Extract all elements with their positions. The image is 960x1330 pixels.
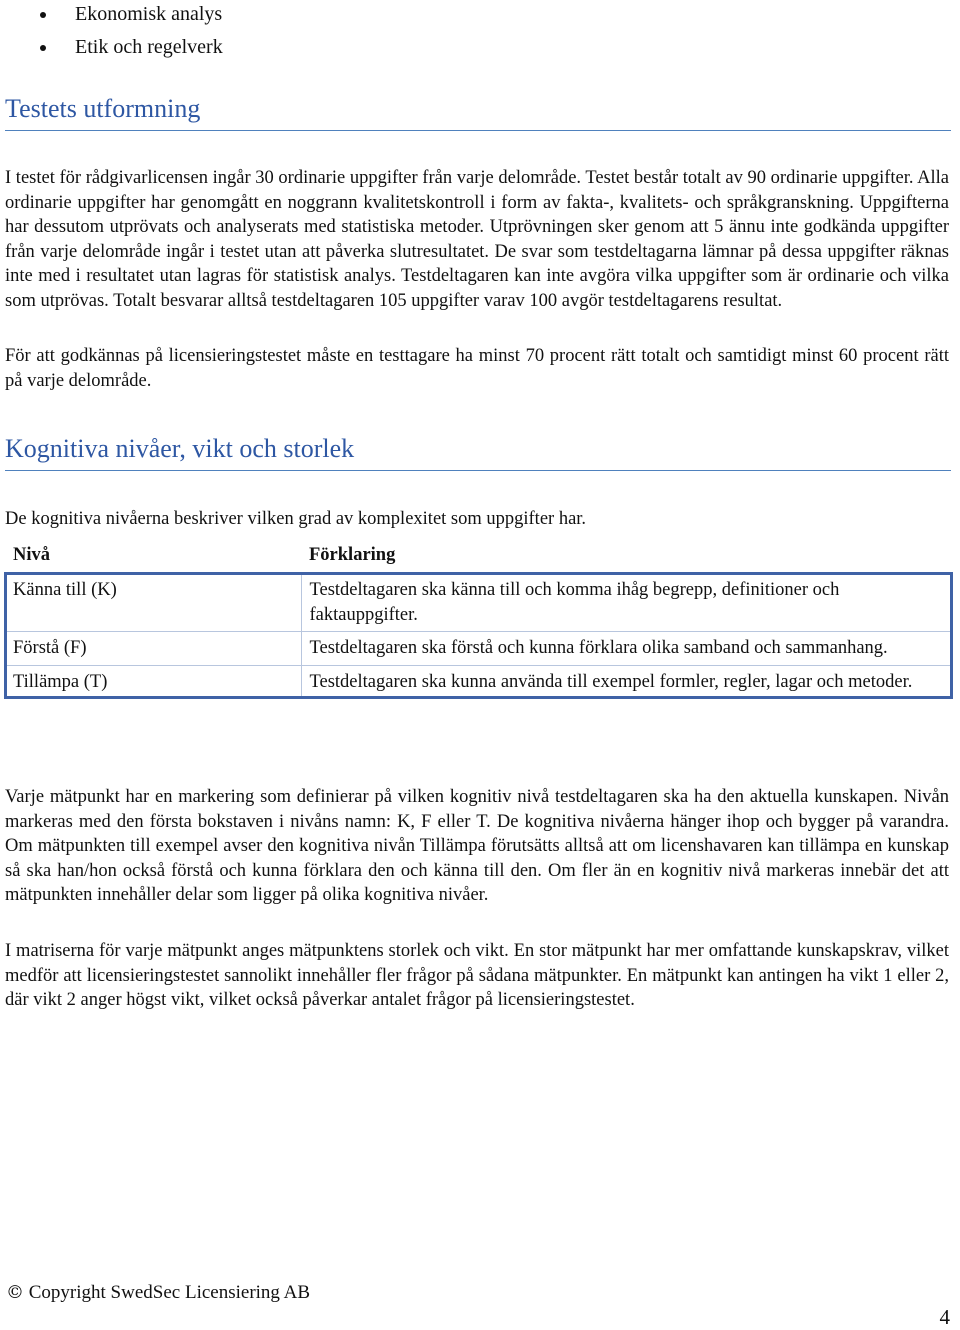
- table-row: [5, 573, 952, 632]
- paragraph-size-and-weight: I matriserna för varje mätpunkt anges mätpunktens storlek och vikt. En stor mätpunkt har mer omfattande kunskapskrav, vilket medför att licensieringstestet sannolikt innehåller fler frågor på sådana mätpunkter. En mätpunkt kan antingen ha vikt 1 eller 2, där vikt 2 anger högst vikt, vilket också påverkar antalet frågor på licensieringstestet.: [5, 941, 949, 1010]
- table-header-row: [5, 540, 952, 573]
- paragraph-test-description: I testet för rådgivarlicensen ingår 30 ordinarie uppgifter från varje delområde. Testet består totalt av 90 ordinarie uppgifter. Alla ordinarie uppgifter har genomgått en noggrann kvalitetskontroll i form av fakta-, kvalitets- och språkgranskning. Uppgifterna har dessutom utprövats och analyserats med statistiska metoder. Utprövningen sker genom att 5 ännu inte godkända uppgifter från varje delområde ingår i testet utan att påverka slutresultatet. De svar som testdeltagarna lämnar på dessa uppgifter räknas inte med i resultatet utan lagras för statistisk analys. Testdeltagaren kan inte avgöra vilka uppgifter som är ordinarie och vilka som utprövas. Totalt besvarar alltså testdeltagaren 105 uppgifter varav 100 avgör testdeltagarens resultat.: [5, 168, 949, 311]
- column-header-explanation: Förklaring: [301, 540, 952, 573]
- paragraph-pass-criteria: För att godkännas på licensieringstestet måste en testtagare ha minst 70 procent rätt totalt och samtidigt minst 60 procent rätt på varje delområde.: [5, 346, 949, 391]
- list-item: [37, 0, 223, 31]
- explanation-cell: Testdeltagaren ska känna till och komma ihåg begrepp, definitioner och faktauppgifter.: [309, 580, 840, 625]
- explanation-cell: Testdeltagaren ska kunna använda till exempel formler, regler, lagar och metoder.: [301, 665, 952, 698]
- bullet-icon: [40, 12, 46, 18]
- level-cell: Tillämpa (T): [5, 665, 301, 698]
- cognitive-levels-table: [5, 540, 952, 698]
- paragraph-measurement-point-marking: Varje mätpunkt har en markering som definierar på vilken kognitiv nivå testdeltagaren ska ha den aktuella kunskapen. Nivån markeras med den första bokstaven i nivåns namn: K, F eller T. De kognitiva nivåerna hänger ihop och bygger på varandra. Om mätpunkten till exempel avser den kognitiva nivån Tillämpa förutsätts alltså att om licenshavaren kan tillämpa en kunskap så ska han/hon också förstå och kunna förklara den och känna till den. Om fler än en kognitiv nivå markeras innebär det att mätpunkten innehåller delar som ligger på olika kognitiva nivåer.: [5, 787, 949, 905]
- list-item-text: Etik och regelverk: [75, 36, 223, 58]
- list-item-text: Ekonomisk analys: [75, 3, 223, 25]
- paragraph-levels-intro: De kognitiva nivåerna beskriver vilken grad av komplexitet som uppgifter har.: [5, 509, 587, 529]
- copyright-text: Copyright SwedSec Licensiering AB: [28, 1282, 311, 1303]
- page-number: 4: [939, 1305, 950, 1329]
- level-cell: Förstå (F): [5, 632, 301, 666]
- list-item: [37, 31, 223, 64]
- bullet-icon: [40, 45, 46, 51]
- bullet-list: [37, 0, 223, 64]
- section-heading-testets-utformning: Testets utformning: [5, 92, 951, 131]
- table-row: [5, 632, 952, 666]
- explanation-cell: Testdeltagaren ska förstå och kunna förklara olika samband och sammanhang.: [301, 632, 952, 666]
- level-cell: Känna till (K): [5, 573, 301, 632]
- table-row: [5, 665, 952, 698]
- footer-copyright: [6, 1282, 310, 1304]
- copyright-icon: ©: [6, 1282, 24, 1303]
- section-heading-kognitiva-nivaer: Kognitiva nivåer, vikt och storlek: [5, 432, 951, 471]
- column-header-level: Nivå: [5, 540, 301, 573]
